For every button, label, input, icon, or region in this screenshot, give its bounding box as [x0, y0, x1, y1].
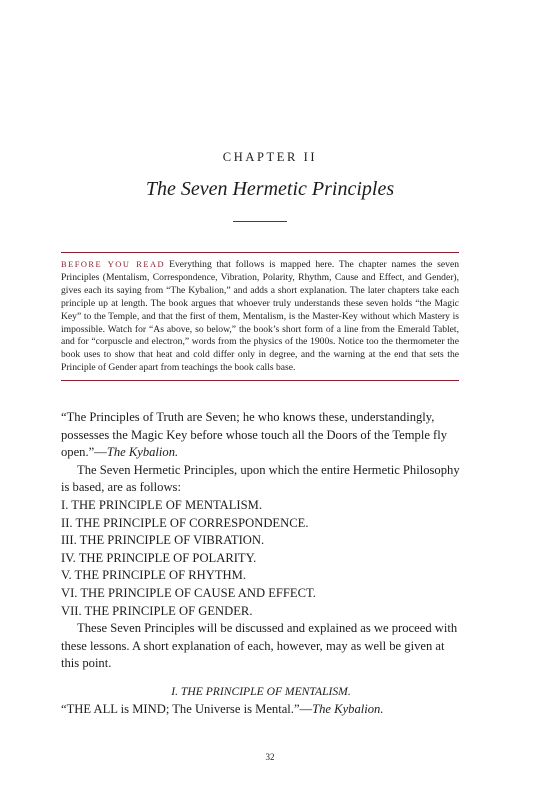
before-you-read-box: [61, 252, 459, 381]
closing-paragraph: These Seven Principles will be discussed and explained as we proceed with these lessons. A short explanation of each, however, may as well be given at this point.: [61, 621, 458, 671]
principle-item: VI. THE PRINCIPLE OF CAUSE AND EFFECT.: [61, 585, 316, 600]
chapter-label: CHAPTER II: [222, 150, 318, 164]
title-divider: [233, 221, 287, 222]
opening-quote-source: The Kybalion.: [106, 445, 179, 460]
section-heading: I. THE PRINCIPLE OF MENTALISM.: [171, 684, 351, 698]
intro-paragraph: The Seven Hermetic Principles, upon which the entire Hermetic Philosophy is based, are as follows:: [61, 462, 460, 495]
principle-item: VII. THE PRINCIPLE OF GENDER.: [61, 603, 253, 618]
principle-item: II. THE PRINCIPLE OF CORRESPONDENCE.: [61, 515, 309, 530]
principle-item: V. THE PRINCIPLE OF RHYTHM.: [61, 568, 246, 583]
opening-quote-text: “The Principles of Truth are Seven; he who knows these, understandingly, possesses the Magic Key before whose touch all the Doors of the Temple fly open.”—: [61, 410, 448, 460]
before-you-read-text: Everything that follows is mapped here. The chapter names the seven Principles (Mentalism, Correspondence, Vibration, Polarity, Rhythm, Cause and Effect, and Gender), gives each its saying from “The Kybalion,” and adds a short explanation. The later chapters take each principle up at length. The book argues that whoever truly understands these seven holds “the Magic Key” to the Temple, and that the first of them, Mentalism, is the Master-Key without which Mastery is impossible. Watch for “As above, so below,” the book’s short form of a line from the Emerald Tablet, and for “corpuscle and electron,” words from the physics of the 1900s. Notice too the thermometer the book uses to show that heat and cold differ only in degree, and the warning at the end that sets the Principle of Gender apart from teachings the book calls base.: [61, 259, 459, 374]
section-quote-source: The Kybalion.: [312, 701, 384, 716]
section-quote: [61, 701, 461, 719]
opening-quote: [61, 409, 461, 462]
body-text: [61, 409, 461, 718]
section-quote-text: “THE ALL is MIND; The Universe is Mental.”—: [61, 701, 313, 716]
page-number: 32: [265, 752, 275, 762]
principle-item: III. THE PRINCIPLE OF VIBRATION.: [61, 533, 265, 548]
principle-item: I. THE PRINCIPLE OF MENTALISM.: [61, 497, 262, 512]
principle-item: IV. THE PRINCIPLE OF POLARITY.: [61, 550, 257, 565]
before-you-read-label: BEFORE YOU READ: [61, 260, 166, 269]
chapter-title: The Seven Hermetic Principles: [145, 178, 395, 200]
